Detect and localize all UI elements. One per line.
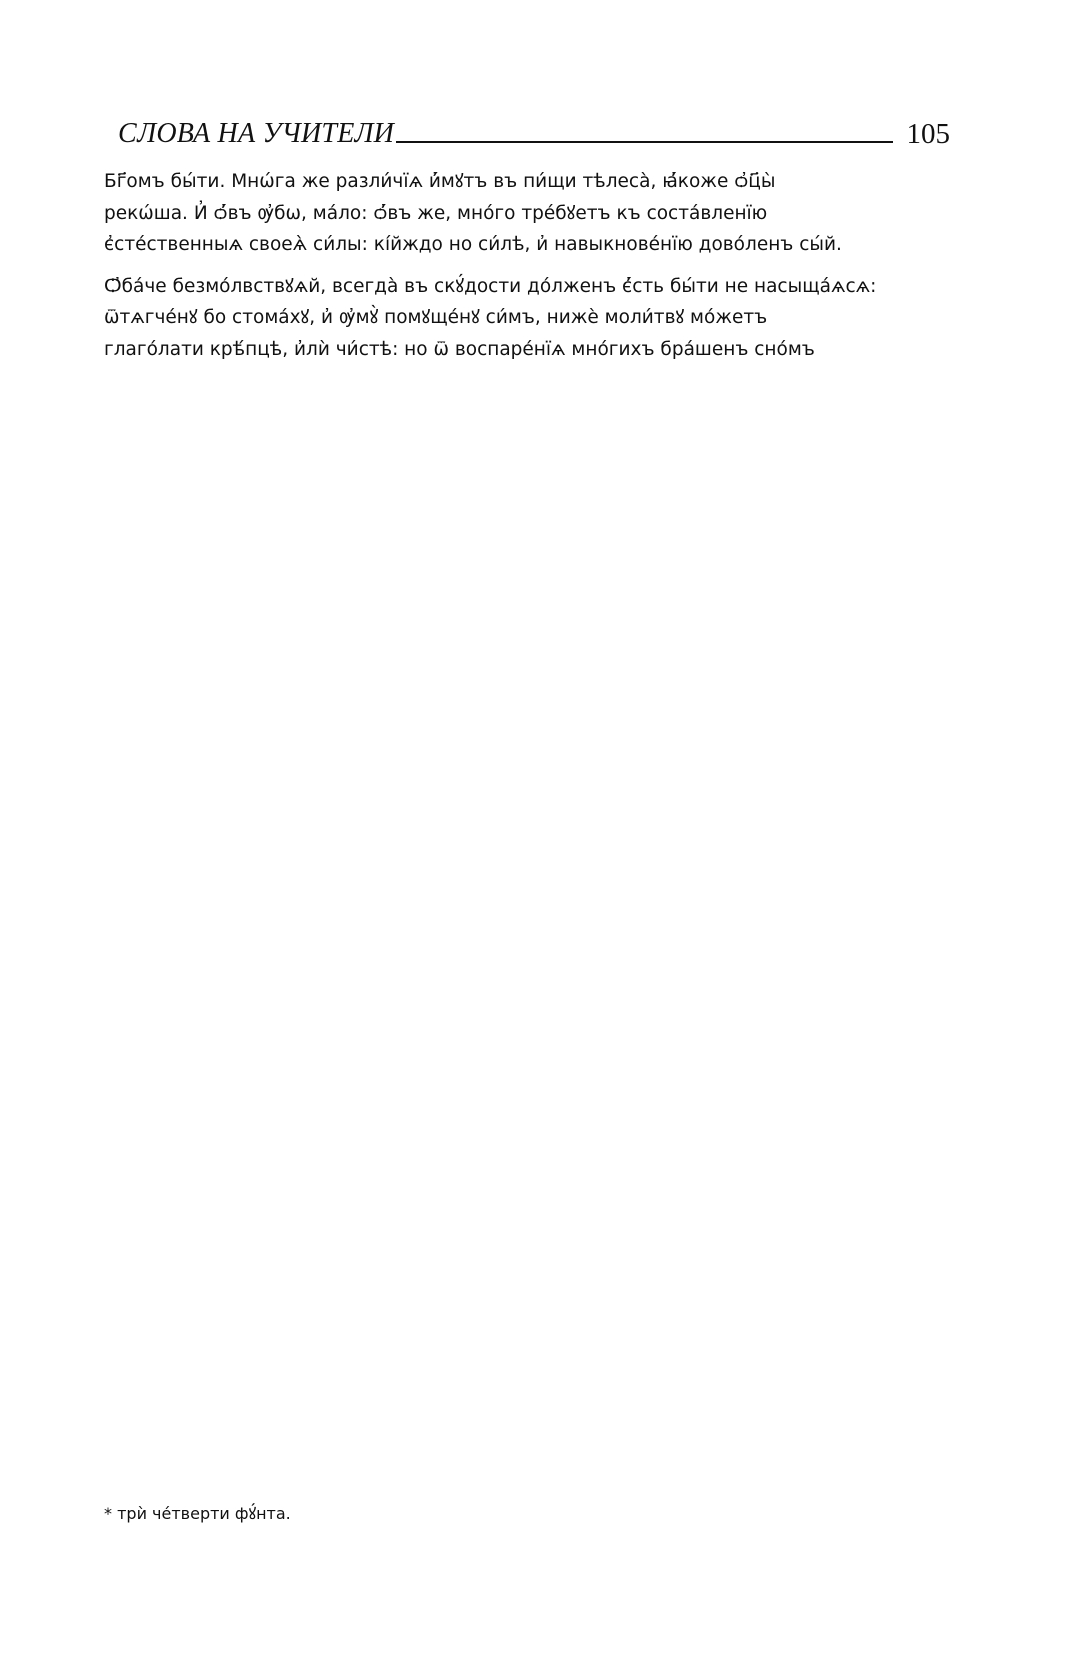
text-line: рекѡ́ша. И҆ ѻ҆́въ ѹ҆бѡ, ма́ло: ѻ҆́въ же, мно́го тре́бꙋетъ къ соста́вленїю bbox=[104, 202, 768, 224]
main-text bbox=[104, 166, 950, 375]
text-line: глаго́лати крѣ́пцѣ, и҆лѝ чи́стѣ: но ѿ воспаре́нїѧ мно́гихъ бра́шенъ сно́мъ bbox=[104, 338, 815, 360]
page-number: 105 bbox=[906, 118, 950, 150]
header-rule bbox=[396, 141, 892, 143]
paragraph-2 bbox=[104, 271, 950, 366]
text-line: є҆сте́ственныѧ своеѧ̀ си́лы: кі́йждо но си́лѣ, и҆ навыкнове́нїю дово́ленъ сы́й. bbox=[104, 234, 842, 255]
text-line: Ѻ҆ба́че безмо́лвствꙋѧй, всегда̀ въ скꙋ́дости до́лженъ є҆́сть бы́ти не насыща́ѧсѧ: bbox=[104, 275, 877, 297]
text-line: Бг҃омъ бы́ти. Мнѡ́га же разли́чїѧ и҆́мꙋтъ въ пи́щи тѣлеса̀, ꙗ҆́коже ѻ҆ц҃ы̀ bbox=[104, 171, 776, 192]
footnote: * трѝ че́тверти фꙋ́нта. bbox=[104, 1504, 291, 1523]
text-line: ѿтѧгче́нꙋ бо стома́хꙋ, и҆ ѹ҆мꙋ̀ помꙋще́нꙋ си́мъ, нижѐ моли́твꙋ мо́жетъ bbox=[104, 307, 768, 328]
running-header bbox=[118, 105, 950, 149]
running-title: СЛОВА НА УЧИТЕЛИ bbox=[118, 118, 395, 149]
paragraph-1 bbox=[104, 166, 950, 261]
